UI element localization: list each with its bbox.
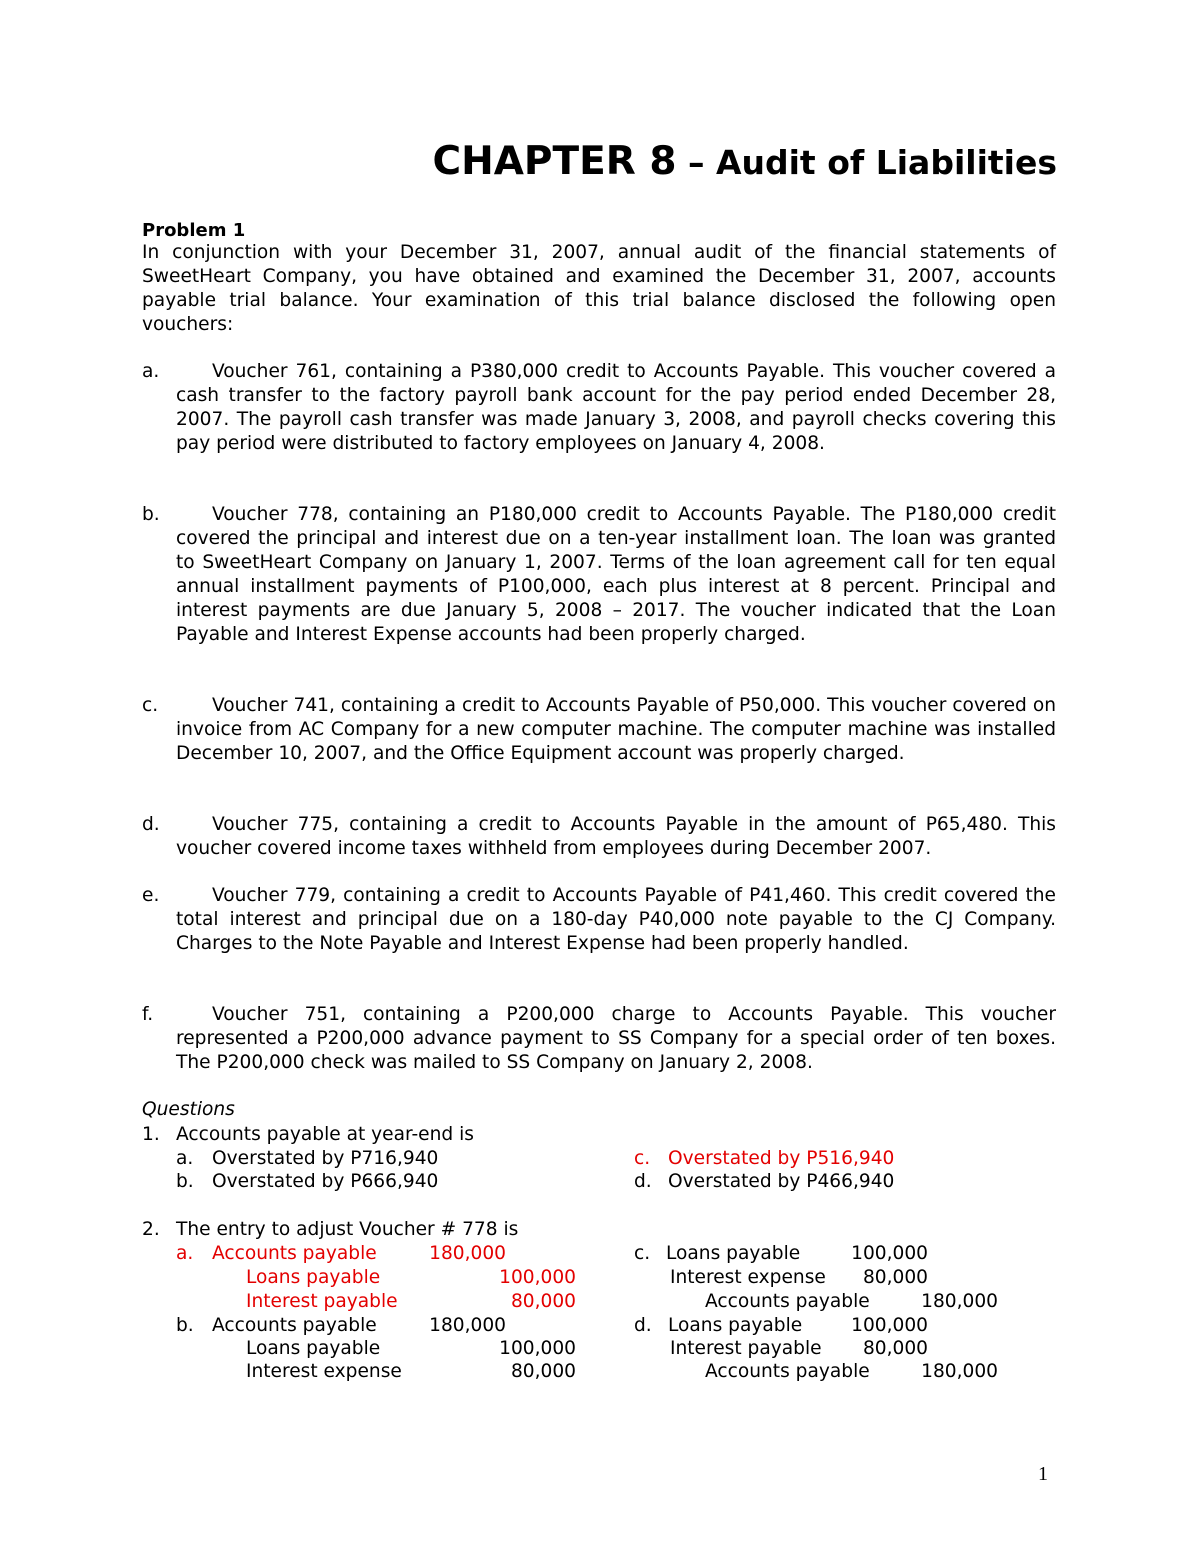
title-separator: – [676, 143, 716, 182]
q2-b-credit2-amount: 80,000 [510, 1361, 576, 1382]
q2-d-debit2-account: Interest payable [670, 1338, 822, 1359]
q1-choice-b-letter: b. [176, 1171, 194, 1192]
q1-choice-d-letter: d. [634, 1171, 652, 1192]
questions-label: Questions [142, 1099, 235, 1120]
question-1-number: 1. [142, 1124, 160, 1145]
voucher-letter: b. [142, 504, 160, 525]
q2-b-debit-amount: 180,000 [429, 1315, 506, 1336]
voucher-a [142, 360, 1056, 456]
voucher-text: Voucher 751, containing a P200,000 charge to Accounts Payable. This voucher represented a P200,000 advance payment to SS Company for a special order of ten boxes. The P200,000 check was mailed to SS Company on January 2, 2008. [176, 1004, 1056, 1073]
q2-d-debit2-amount: 80,000 [862, 1338, 928, 1359]
voucher-b [142, 503, 1056, 647]
q2-b-credit1-account: Loans payable [246, 1338, 381, 1359]
q2-c-debit2-account: Interest expense [670, 1267, 826, 1288]
question-2-number: 2. [142, 1219, 160, 1240]
voucher-e [142, 884, 1056, 956]
voucher-text: Voucher 761, containing a P380,000 credit to Accounts Payable. This voucher covered a cash transfer to the factory payroll bank account for the pay period ended December 28, 2007. The payroll cash transfer was made January 3, 2008, and payroll checks covering this pay period were distributed to factory employees on January 4, 2008. [176, 361, 1056, 454]
voucher-letter: a. [142, 361, 160, 382]
chapter-label: CHAPTER 8 [432, 139, 677, 184]
q1-choice-a: Overstated by P716,940 [212, 1148, 439, 1169]
q2-d-credit-account: Accounts payable [705, 1361, 870, 1382]
q1-choice-c-answer: Overstated by P516,940 [668, 1148, 895, 1169]
q2-d-debit1-account: Loans payable [668, 1315, 803, 1336]
voucher-text: Voucher 741, containing a credit to Accounts Payable of P50,000. This voucher covered on invoice from AC Company for a new computer machine. The computer machine was installed December 10, 2007, and the Office Equipment account was properly charged. [176, 695, 1056, 764]
q2-a-credit2-amount: 80,000 [510, 1291, 576, 1312]
q2-d-debit1-amount: 100,000 [851, 1315, 928, 1336]
q2-b-credit2-account: Interest expense [246, 1361, 402, 1382]
q2-choice-b-letter: b. [176, 1315, 194, 1336]
voucher-letter: e. [142, 885, 160, 906]
chapter-subtitle: Audit of Liabilities [715, 143, 1057, 182]
q2-a-debit-account: Accounts payable [212, 1243, 377, 1264]
problem-intro: In conjunction with your December 31, 2007, annual audit of the financial statements of SweetHeart Company, you have obtained and examined the December 31, 2007, accounts payable trial balance. Your examination of this trial balance disclosed the following open vouchers: [142, 242, 1056, 335]
voucher-f [142, 1003, 1056, 1075]
problem-heading: Problem 1 [142, 220, 246, 241]
q1-choice-a-letter: a. [176, 1148, 194, 1169]
page-title [0, 139, 1057, 184]
voucher-letter: d. [142, 814, 160, 835]
q2-a-credit2-account: Interest payable [246, 1291, 398, 1312]
voucher-text: Voucher 779, containing a credit to Accounts Payable of P41,460. This credit covered the total interest and principal due on a 180-day P40,000 note payable to the CJ Company. Charges to the Note Payable and Interest Expense had been properly handled. [176, 885, 1056, 954]
q1-choice-d: Overstated by P466,940 [668, 1171, 895, 1192]
q2-a-debit-amount: 180,000 [429, 1243, 506, 1264]
voucher-letter: c. [142, 695, 159, 716]
voucher-text: Voucher 775, containing a credit to Accounts Payable in the amount of P65,480. This voucher covered income taxes withheld from employees during December 2007. [176, 814, 1056, 859]
q2-c-credit-amount: 180,000 [921, 1291, 998, 1312]
q2-b-debit-account: Accounts payable [212, 1315, 377, 1336]
voucher-c [142, 694, 1056, 766]
q2-c-debit1-account: Loans payable [666, 1243, 801, 1264]
q2-a-credit1-account: Loans payable [246, 1267, 381, 1288]
q2-c-credit-account: Accounts payable [705, 1291, 870, 1312]
q2-choice-c-letter: c. [634, 1243, 651, 1264]
question-2-text: The entry to adjust Voucher # 778 is [176, 1219, 519, 1240]
q2-choice-d-letter: d. [634, 1315, 652, 1336]
q2-choice-a-letter: a. [176, 1243, 194, 1264]
q2-d-credit-amount: 180,000 [921, 1361, 998, 1382]
voucher-letter: f. [142, 1004, 154, 1025]
page-number: 1 [1038, 1463, 1048, 1485]
q1-choice-c-letter: c. [634, 1148, 651, 1169]
q2-c-debit1-amount: 100,000 [851, 1243, 928, 1264]
question-1-text: Accounts payable at year-end is [176, 1124, 474, 1145]
voucher-d [142, 813, 1056, 861]
q2-c-debit2-amount: 80,000 [862, 1267, 928, 1288]
q1-choice-b: Overstated by P666,940 [212, 1171, 439, 1192]
q2-a-credit1-amount: 100,000 [499, 1267, 576, 1288]
q2-b-credit1-amount: 100,000 [499, 1338, 576, 1359]
voucher-text: Voucher 778, containing an P180,000 credit to Accounts Payable. The P180,000 credit covered the principal and interest due on a ten-year installment loan. The loan was granted to SweetHeart Company on January 1, 2007. Terms of the loan agreement call for ten equal annual installment payments of P100,000, each plus interest at 8 percent. Principal and interest payments are due January 5, 2008 – 2017. The voucher indicated that the Loan Payable and Interest Expense accounts had been properly charged. [176, 504, 1056, 645]
